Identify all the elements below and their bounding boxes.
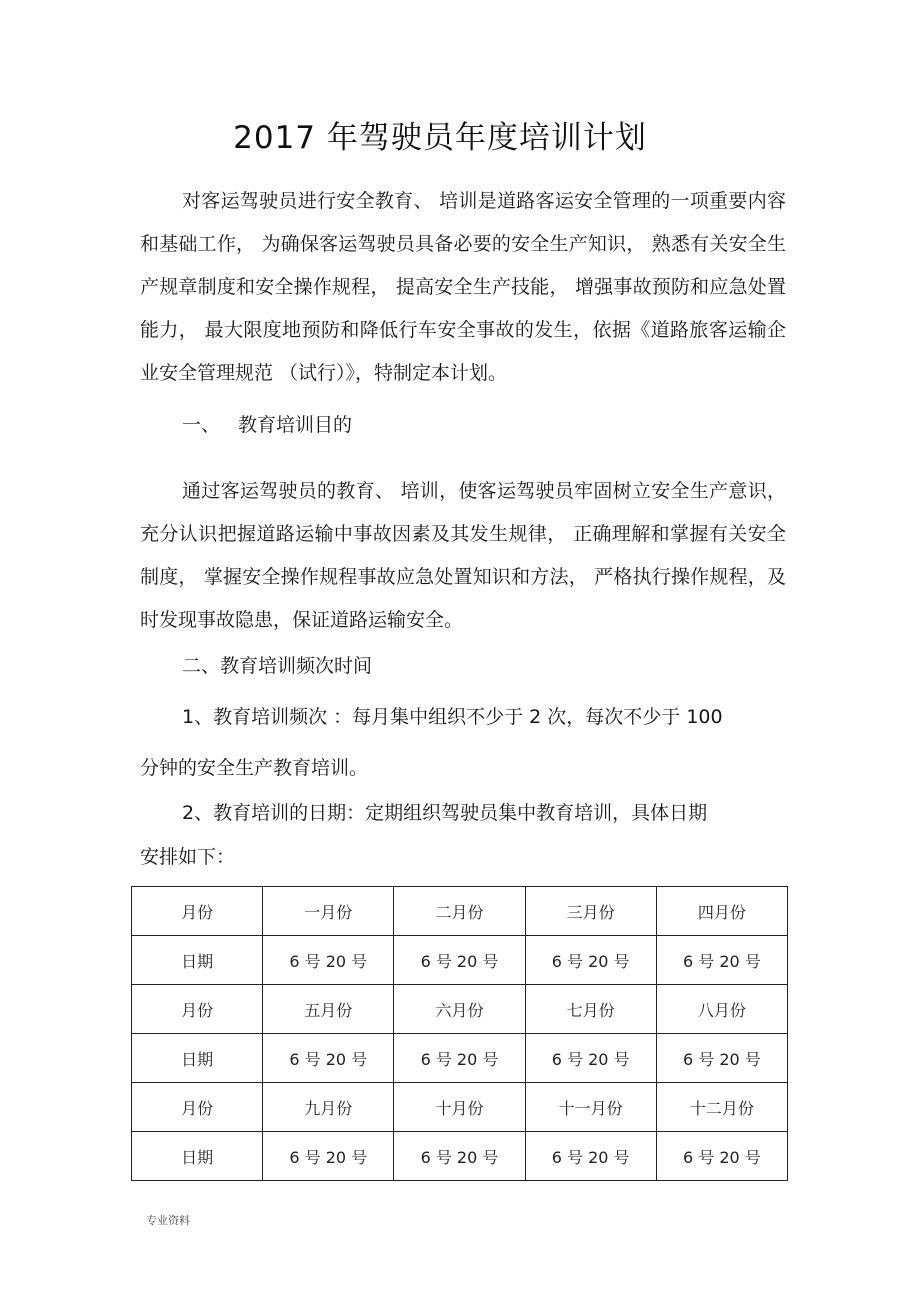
date-cell: 6 号 20 号: [394, 936, 525, 985]
item-1-line-2: 分钟的安全生产教育培训。: [140, 757, 369, 779]
footer-label: 专业资料: [146, 1214, 190, 1227]
row-label-cell: 日期: [132, 1132, 263, 1181]
month-cell: 三月份: [525, 887, 656, 936]
month-cell: 五月份: [263, 985, 394, 1034]
section-1-paragraph: 通过客运驾驶员的教育、 培训，使客运驾驶员牢固树立安全生产意识，充分认识把握道路运输中事故因素及其发生规律， 正确理解和掌握有关安全制度， 掌握安全操作规程事故应急处置知识和方法， 严格执行操作规程，及时发现事故隐患，保证道路运输安全。: [140, 480, 786, 631]
date-cell: 6 号 20 号: [656, 1034, 787, 1083]
date-row: [132, 1132, 788, 1181]
month-cell: 九月份: [263, 1083, 394, 1132]
intro-paragraph: 对客运驾驶员进行安全教育、 培训是道路客运安全管理的一项重要内容和基础工作， 为确保客运驾驶员具备必要的安全生产知识， 熟悉有关安全生产规章制度和安全操作规程， 提高安全生产技能， 增强事故预防和应急处置能力， 最大限度地预防和降低行车安全事故的发生，依据《道路旅客运输企业安全管理规范 （试行）》，特制定本计划。: [140, 190, 786, 384]
item-2-line-1: 2、教育培训的日期：定期组织驾驶员集中教育培训，具体日期: [182, 802, 708, 824]
month-cell: 四月份: [656, 887, 787, 936]
row-label-cell: 月份: [132, 887, 263, 936]
month-cell: 七月份: [525, 985, 656, 1034]
section-1-title: 教育培训目的: [238, 414, 353, 436]
month-cell: 十二月份: [656, 1083, 787, 1132]
month-header-row: [132, 887, 788, 936]
row-label-cell: 日期: [132, 1034, 263, 1083]
date-cell: 6 号 20 号: [263, 1034, 394, 1083]
item-1-line-1: 1、教育培训频次 ：每月集中组织不少于 2 次，每次不少于 100: [182, 706, 723, 728]
row-label-cell: 月份: [132, 985, 263, 1034]
section-2-heading: 二、教育培训频次时间: [182, 655, 373, 677]
month-cell: 二月份: [394, 887, 525, 936]
date-cell: 6 号 20 号: [394, 1034, 525, 1083]
date-cell: 6 号 20 号: [525, 1034, 656, 1083]
month-cell: 一月份: [263, 887, 394, 936]
item-2-line-2: 安排如下：: [140, 846, 236, 868]
date-row: [132, 1034, 788, 1083]
section-1-heading: [182, 404, 352, 447]
date-cell: 6 号 20 号: [394, 1132, 525, 1181]
month-cell: 十月份: [394, 1083, 525, 1132]
date-cell: 6 号 20 号: [263, 1132, 394, 1181]
schedule-table: [131, 886, 788, 1181]
document-title: 2017 年驾驶员年度培训计划: [233, 120, 647, 156]
date-cell: 6 号 20 号: [656, 1132, 787, 1181]
date-cell: 6 号 20 号: [525, 1132, 656, 1181]
date-cell: 6 号 20 号: [656, 936, 787, 985]
date-cell: 6 号 20 号: [263, 936, 394, 985]
month-cell: 十一月份: [525, 1083, 656, 1132]
row-label-cell: 月份: [132, 1083, 263, 1132]
month-cell: 六月份: [394, 985, 525, 1034]
section-1-number: 一、: [182, 414, 221, 436]
month-cell: 八月份: [656, 985, 787, 1034]
row-label-cell: 日期: [132, 936, 263, 985]
month-header-row: [132, 1083, 788, 1132]
date-cell: 6 号 20 号: [525, 936, 656, 985]
date-row: [132, 936, 788, 985]
month-header-row: [132, 985, 788, 1034]
